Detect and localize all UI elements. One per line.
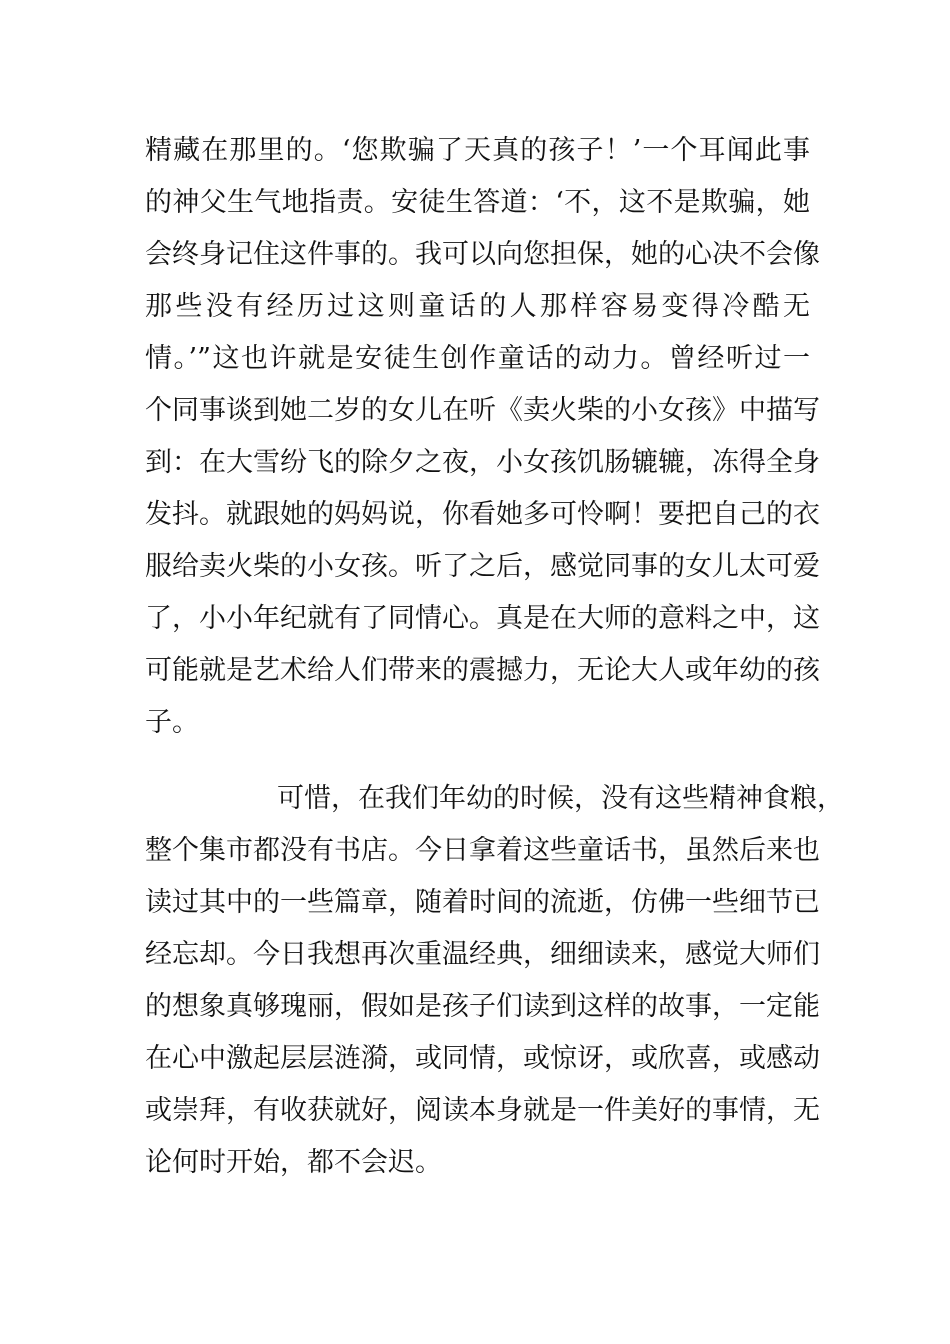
text-line: 或崇拜，有收获就好，阅读本身就是一件美好的事情，无: [145, 1095, 820, 1126]
text-line: 整个集市都没有书店。今日拿着这些童话书，虽然后来也: [145, 835, 820, 866]
text-line: 可能就是艺术给人们带来的震撼力，无论大人或年幼的孩: [145, 655, 820, 686]
text-line: 子。: [145, 707, 199, 738]
text-line: 可惜，在我们年幼的时候，没有这些精神食粮，: [277, 783, 844, 814]
text-line: 论何时开始，都不会迟。: [145, 1147, 442, 1178]
text-line: 发抖。就跟她的妈妈说，你看她多可怜啊！要把自己的衣: [145, 499, 820, 530]
text-line: 经忘却。今日我想再次重温经典，细细读来，感觉大师们: [145, 939, 820, 970]
text-line: 的想象真够瑰丽，假如是孩子们读到这样的故事，一定能: [145, 991, 820, 1022]
text-line: 精藏在那里的。‘您欺骗了天真的孩子！’一个耳闻此事: [145, 135, 810, 166]
text-line: 个同事谈到她二岁的女儿在听《卖火柴的小女孩》中描写: [145, 395, 820, 426]
text-line: 了，小小年纪就有了同情心。真是在大师的意料之中，这: [145, 603, 820, 634]
text-line: 的神父生气地指责。安徒生答道：‘不，这不是欺骗，她: [145, 187, 810, 218]
text-line: 那些没有经历过这则童话的人那样容易变得冷酷无: [145, 291, 810, 322]
text-line: 情。’”这也许就是安徒生创作童话的动力。曾经听过一: [145, 343, 810, 374]
text-line: 到：在大雪纷飞的除夕之夜，小女孩饥肠辘辘，冻得全身: [145, 447, 820, 478]
paragraph-2: [145, 773, 844, 1189]
paragraph-1: [145, 125, 820, 749]
text-line: 在心中激起层层涟漪，或同情，或惊讶，或欣喜，或感动: [145, 1043, 820, 1074]
text-line: 读过其中的一些篇章，随着时间的流逝，仿佛一些细节已: [145, 887, 820, 918]
text-line: 会终身记住这件事的。我可以向您担保，她的心决不会像: [145, 239, 820, 270]
text-line: 服给卖火柴的小女孩。听了之后，感觉同事的女儿太可爱: [145, 551, 820, 582]
